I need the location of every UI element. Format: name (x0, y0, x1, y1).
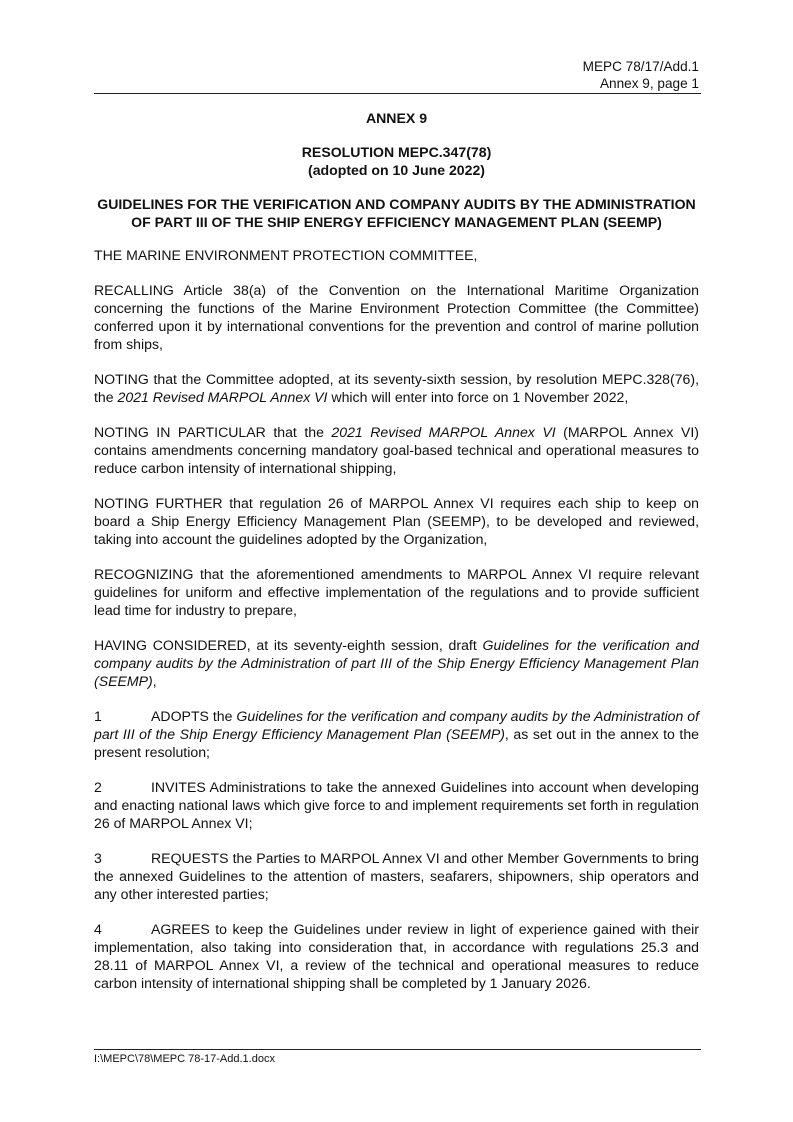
document-body (94, 109, 699, 992)
instrument-name: 2021 Revised MARPOL Annex VI (117, 389, 328, 405)
document-reference: MEPC 78/17/Add.1 (582, 59, 699, 74)
paragraph-number: 4 (94, 921, 102, 937)
preamble-recognizing: RECOGNIZING that the aforementioned amendments to MARPOL Annex VI require relevant guidelines for uniform and effective implementation of the regulations and to provide sufficient lead time for industry to prepare, (94, 566, 699, 618)
header-divider (94, 93, 701, 94)
paragraph-number: 3 (94, 850, 102, 866)
committee-line: THE MARINE ENVIRONMENT PROTECTION COMMITTEE, (94, 247, 478, 263)
adoption-date: (adopted on 10 June 2022) (308, 162, 485, 178)
footer-file-path: I:\MEPC\78\MEPC 78-17-Add.1.docx (94, 1053, 275, 1065)
footer-divider (94, 1049, 701, 1050)
preamble-noting-in-particular: NOTING IN PARTICULAR that the 2021 Revised MARPOL Annex VI (MARPOL Annex VI) contains amendments concerning mandatory goal-based technical and operational measures to reduce carbon intensity of international shipping, (94, 424, 699, 476)
paragraph-number: 2 (94, 779, 102, 795)
preamble-noting-further: NOTING FURTHER that regulation 26 of MARPOL Annex VI requires each ship to keep on board a Ship Energy Efficiency Management Plan (SEEMP), to be developed and reviewed, taking into account the guidelines adopted by the Organization, (94, 495, 699, 547)
annex-label: ANNEX 9 (365, 110, 428, 126)
guidelines-title: Guidelines for the verification and company audits by the Administration of part III of the Ship Energy Efficiency Management Plan (SEEMP) (94, 637, 699, 689)
page-header (583, 58, 699, 92)
page-reference: Annex 9, page 1 (599, 76, 699, 91)
preamble-recalling: RECALLING Article 38(a) of the Convention on the International Maritime Organization concerning the functions of the Marine Environment Protection Committee (the Committee) conferred upon it by international conventions for the prevention and control of marine pollution from ships, (94, 282, 699, 352)
guidelines-title: Guidelines for the verification and company audits by the Administration of part III of the Ship Energy Efficiency Management Plan (SEEMP) (94, 708, 699, 742)
paragraph-number: 1 (94, 708, 102, 724)
operative-paragraph-1: 1 ADOPTS the Guidelines for the verification and company audits by the Administration of part III of the Ship Energy Efficiency Management Plan (SEEMP), as set out in the annex to the present resolution; (94, 708, 700, 760)
operative-paragraph-2: 2 INVITES Administrations to take the annexed Guidelines into account when developing and enacting national laws which give force to and implement requirements set forth in regulation 26 of MARPOL Annex VI; (94, 779, 699, 831)
preamble-noting: NOTING that the Committee adopted, at its seventy-sixth session, by resolution MEPC.328(76), the 2021 Revised MARPOL Annex VI which will enter into force on 1 November 2022, (94, 371, 699, 405)
operative-paragraph-4: 4 AGREES to keep the Guidelines under review in light of experience gained with their implementation, also taking into consideration that, in accordance with regulations 25.3 and 28.11 of MARPOL Annex VI, a review of the technical and operational measures to reduce carbon intensity of international shipping shall be completed by 1 January 2026. (94, 921, 699, 991)
preamble-having-considered: HAVING CONSIDERED, at its seventy-eighth session, draft Guidelines for the verification and company audits by the Administration of part III of the Ship Energy Efficiency Management Plan (SEEMP), (94, 637, 699, 689)
operative-paragraph-3: 3 REQUESTS the Parties to MARPOL Annex VI and other Member Governments to bring the annexed Guidelines to the attention of masters, seafarers, shipowners, ship operators and any other interested parties; (94, 850, 699, 902)
document-title: GUIDELINES FOR THE VERIFICATION AND COMPANY AUDITS BY THE ADMINISTRATION OF PART III OF THE SHIP ENERGY EFFICIENCY MANAGEMENT PLAN (SEEMP) (97, 196, 696, 230)
instrument-name: 2021 Revised MARPOL Annex VI (331, 424, 556, 440)
resolution-number: RESOLUTION MEPC.347(78) (301, 144, 492, 160)
resolution-heading (94, 143, 699, 179)
